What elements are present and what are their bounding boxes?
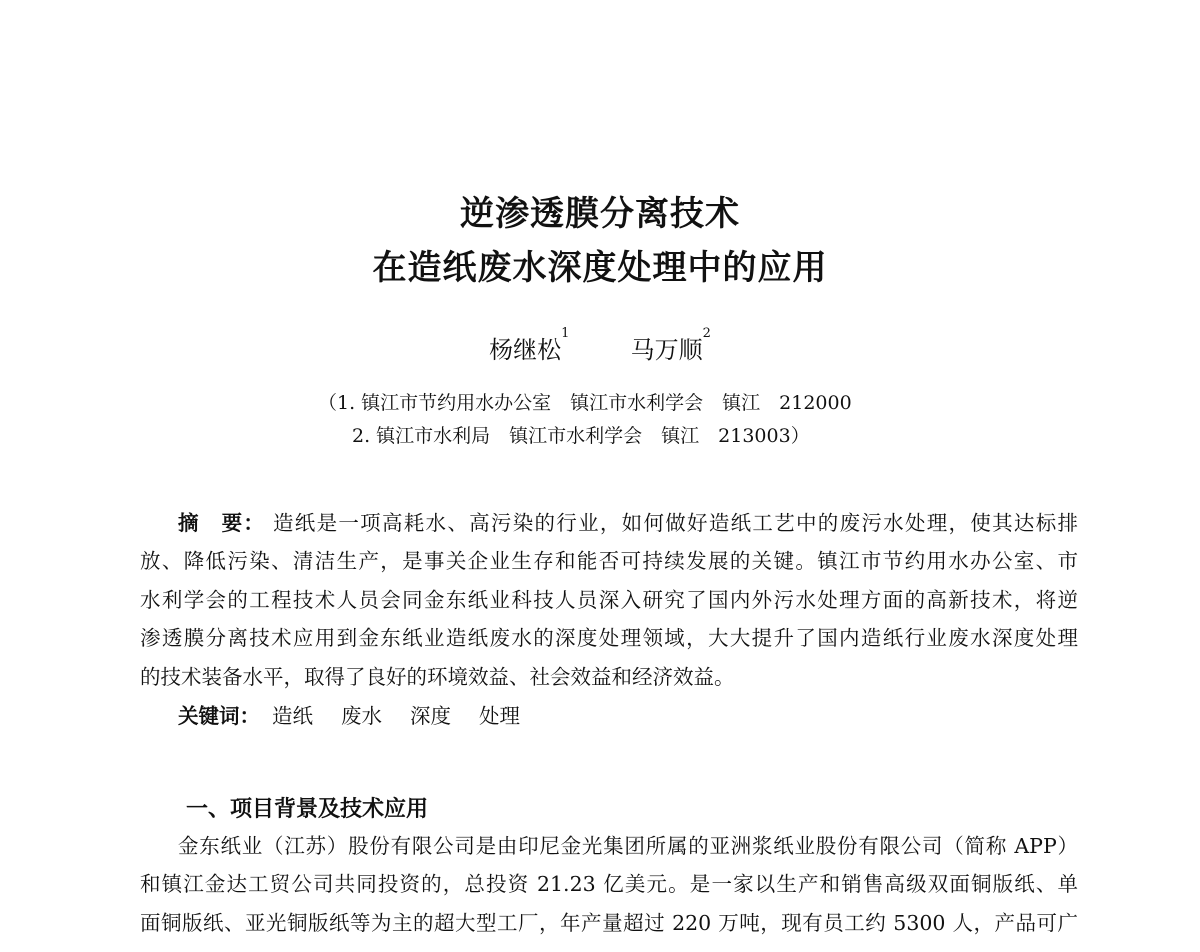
- paper-title-line-1: 逆渗透膜分离技术: [460, 194, 740, 234]
- keyword: 造纸: [272, 704, 313, 728]
- abstract-line: 的技术装备水平，取得了良好的环境效益、社会效益和经济效益。: [140, 665, 735, 689]
- body-line: 面铜版纸、亚光铜版纸等为主的超大型工厂，年产量超过 220 万吨，现有员工约 5300 人，产品可广: [140, 911, 1078, 935]
- abstract-line: 摘 要： 造纸是一项高耗水、高污染的行业，如何做好造纸工艺中的废污水处理，使其达标排: [178, 511, 1078, 535]
- keyword: 深度: [410, 704, 451, 728]
- affiliation-1: （1. 镇江市节约用水办公室 镇江市水利学会 镇江 212000: [318, 392, 852, 414]
- abstract-line: 放、降低污染、清洁生产，是事关企业生存和能否可持续发展的关键。镇江市节约用水办公室、市: [140, 549, 1078, 573]
- abstract-line: 水利学会的工程技术人员会同金东纸业科技人员深入研究了国内外污水处理方面的高新技术，将逆: [140, 588, 1078, 612]
- keywords: [178, 703, 1078, 729]
- body-line: 和镇江金达工贸公司共同投资的，总投资 21.23 亿美元。是一家以生产和销售高级双面铜版纸、单: [140, 872, 1078, 896]
- paper-title-line-2: 在造纸废水深度处理中的应用: [372, 248, 828, 288]
- authors: [0, 326, 1200, 365]
- author-mark: 2: [702, 326, 711, 341]
- affiliation-2: 2. 镇江市水利局 镇江市水利学会 镇江 213003）: [352, 425, 810, 447]
- body-line: 金东纸业（江苏）股份有限公司是由印尼金光集团所属的亚洲浆纸业股份有限公司（简称 APP）: [178, 834, 1078, 858]
- author-mark: 1: [561, 326, 570, 341]
- keyword: 废水: [341, 704, 382, 728]
- abstract-line: 渗透膜分离技术应用到金东纸业造纸废水的深度处理领域，大大提升了国内造纸行业废水深度处理: [140, 626, 1078, 650]
- abstract-label: 摘 要：: [178, 511, 266, 535]
- author-name: 杨继松: [489, 336, 562, 364]
- keywords-label: 关键词：: [178, 704, 260, 728]
- author-name: 马万顺: [630, 336, 703, 364]
- keyword: 处理: [479, 704, 520, 728]
- section-heading: 一、项目背景及技术应用: [186, 797, 429, 822]
